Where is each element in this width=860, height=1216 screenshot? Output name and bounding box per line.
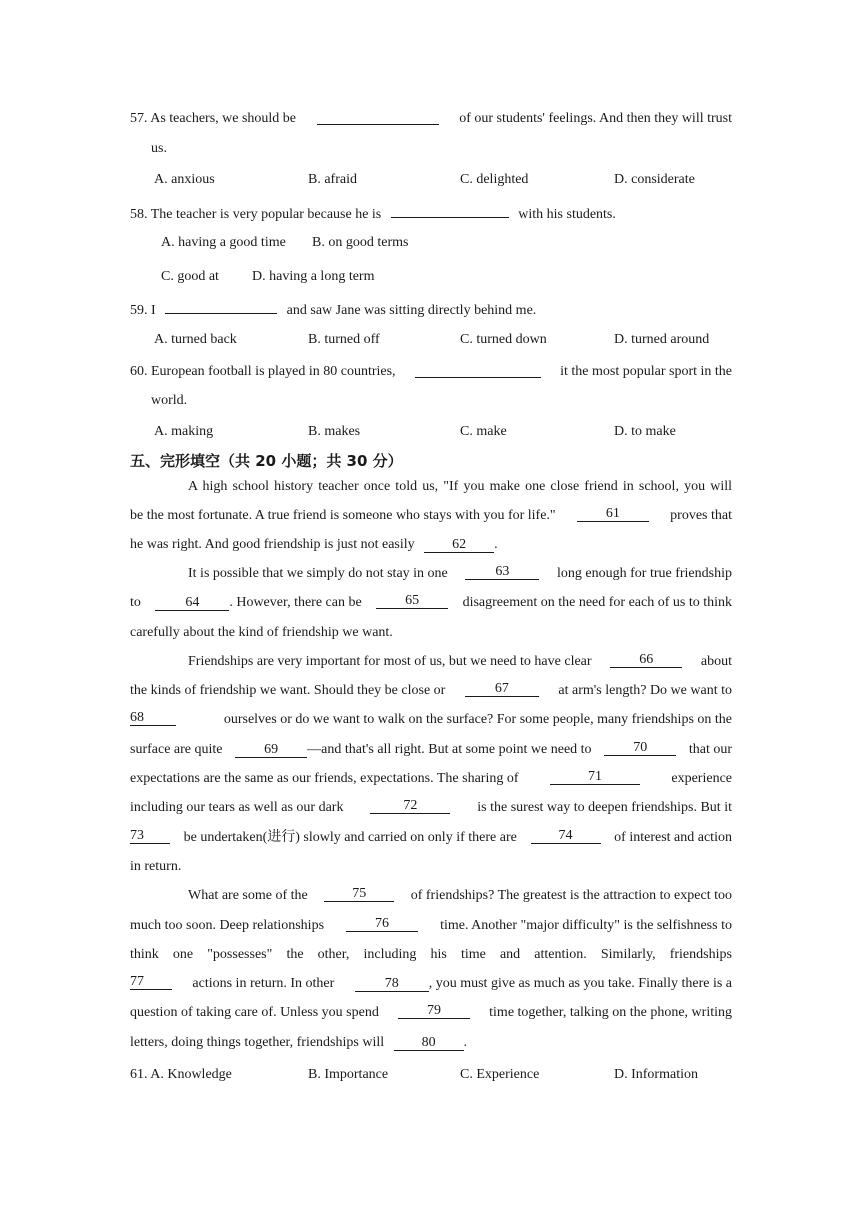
q60-text-b: it the most popular sport in the bbox=[560, 364, 732, 379]
passage-text: of friendships? The greatest is the attraction to expect too bbox=[410, 888, 732, 903]
passage-word: think bbox=[130, 947, 159, 962]
passage-text: . However, there can be bbox=[229, 595, 362, 610]
passage-text: What are some of the bbox=[188, 888, 308, 903]
passage-text: disagreement on the need for each of us to think bbox=[462, 595, 732, 610]
passage-text: be the most fortunate. A true friend is someone who stays with you for life." bbox=[130, 508, 556, 523]
q60-text-c: world. bbox=[151, 393, 188, 408]
passage-word: Similarly, bbox=[600, 947, 656, 962]
passage-text: ourselves or do we want to walk on the surface? For some people, many friendships on the bbox=[223, 712, 732, 727]
q58-line bbox=[130, 202, 616, 225]
q61-option-b[interactable]: B. Importance bbox=[308, 1067, 389, 1082]
q57-option-c[interactable]: C. delighted bbox=[460, 172, 529, 187]
passage-p3-line-5 bbox=[130, 769, 732, 789]
passage-text: he was right. And good friendship is just not easily bbox=[130, 537, 415, 552]
passage-p3-line-2 bbox=[130, 681, 732, 701]
blank-78[interactable]: 78 bbox=[355, 976, 429, 992]
passage-text: time together, talking on the phone, writing bbox=[489, 1005, 732, 1020]
passage-text: letters, doing things together, friendships will bbox=[130, 1035, 385, 1050]
blank-70[interactable]: 70 bbox=[604, 740, 676, 756]
passage-text: long enough for true friendship bbox=[557, 566, 732, 581]
q61-option-c[interactable]: C. Experience bbox=[460, 1067, 540, 1082]
blank-76[interactable]: 76 bbox=[346, 916, 418, 932]
blank-72[interactable]: 72 bbox=[370, 798, 450, 814]
passage-p3-line-6 bbox=[130, 798, 732, 818]
blank-79[interactable]: 79 bbox=[398, 1003, 470, 1019]
q59-option-b[interactable]: B. turned off bbox=[308, 332, 380, 347]
q60-text-a: 60. European football is played in 80 countries, bbox=[130, 364, 396, 379]
blank-75[interactable]: 75 bbox=[324, 886, 394, 902]
passage-p3-line-3 bbox=[130, 710, 732, 730]
blank-64[interactable]: 64 bbox=[155, 595, 229, 611]
passage-p3-line-7 bbox=[130, 828, 732, 848]
passage-p4-line-2 bbox=[130, 916, 732, 936]
blank-77[interactable]: 77 bbox=[130, 974, 172, 990]
q59-blank[interactable] bbox=[165, 298, 277, 314]
passage-text: It is possible that we simply do not stay in one bbox=[188, 566, 448, 581]
passage-text: be undertaken(进行) slowly and carried on only if there are bbox=[183, 830, 517, 845]
passage-p4-line-5 bbox=[130, 1003, 732, 1023]
passage-text: Friendships are very important for most of us, but we need to have clear bbox=[188, 654, 592, 669]
passage-text: is the surest way to deepen friendships. But it bbox=[477, 800, 732, 815]
blank-67[interactable]: 67 bbox=[465, 681, 539, 697]
q57-blank[interactable] bbox=[317, 109, 439, 125]
q58-option-b[interactable]: B. on good terms bbox=[312, 235, 409, 250]
passage-text: about bbox=[700, 654, 732, 669]
blank-71[interactable]: 71 bbox=[550, 769, 640, 785]
passage-p2-line-1 bbox=[188, 564, 732, 584]
passage-text: , you must give as much as you take. Finally there is a bbox=[428, 976, 732, 991]
passage-p3-line-1 bbox=[188, 652, 732, 672]
passage-text: much too soon. Deep relationships bbox=[130, 918, 325, 933]
blank-68[interactable]: 68 bbox=[130, 710, 176, 726]
blank-80[interactable]: 80 bbox=[394, 1035, 464, 1051]
q57-option-a[interactable]: A. anxious bbox=[154, 172, 215, 187]
blank-66[interactable]: 66 bbox=[610, 652, 682, 668]
blank-63[interactable]: 63 bbox=[465, 564, 539, 580]
q61-option-d[interactable]: D. Information bbox=[614, 1067, 698, 1082]
blank-61[interactable]: 61 bbox=[577, 506, 649, 522]
q58-text-b: with his students. bbox=[518, 207, 616, 222]
q58-text-a: 58. The teacher is very popular because he is bbox=[130, 207, 382, 222]
q59-text-b: and saw Jane was sitting directly behind me. bbox=[286, 303, 537, 318]
passage-p4-line-4 bbox=[130, 974, 732, 994]
blank-74[interactable]: 74 bbox=[531, 828, 601, 844]
passage-text: actions in return. In other bbox=[192, 976, 335, 991]
q57-option-b[interactable]: B. afraid bbox=[308, 172, 357, 187]
passage-text: proves that bbox=[670, 508, 732, 523]
blank-73[interactable]: 73 bbox=[130, 828, 170, 844]
passage-word: "possesses" bbox=[207, 947, 273, 962]
q58-option-d[interactable]: D. having a long term bbox=[252, 269, 375, 284]
passage-text: . bbox=[463, 1035, 468, 1050]
passage-word: other, bbox=[317, 947, 350, 962]
passage-text: experience bbox=[671, 771, 732, 786]
passage-text: of interest and action bbox=[614, 830, 732, 845]
q57-text-b: of our students' feelings. And then they will trust bbox=[459, 111, 732, 126]
section-five-heading: 五、完形填空（共 20 小题；共 30 分） bbox=[130, 452, 403, 470]
q60-option-d[interactable]: D. to make bbox=[614, 424, 676, 439]
blank-62[interactable]: 62 bbox=[424, 537, 494, 553]
passage-text: time. Another "major difficulty" is the selfishness to bbox=[440, 918, 732, 933]
passage-text: the kinds of friendship we want. Should they be close or bbox=[130, 683, 446, 698]
passage-p2-line-2 bbox=[130, 593, 732, 613]
q60-option-b[interactable]: B. makes bbox=[308, 424, 361, 439]
passage-text: expectations are the same as our friends, expectations. The sharing of bbox=[130, 771, 519, 786]
q57-text-c: us. bbox=[151, 141, 167, 156]
passage-text: question of taking care of. Unless you spend bbox=[130, 1005, 379, 1020]
passage-p1-line-1: A high school history teacher once told us, "If you make one close friend in school, you will bbox=[188, 479, 732, 494]
passage-p1-line-3 bbox=[130, 535, 498, 555]
passage-text: to bbox=[130, 595, 141, 610]
passage-word: time bbox=[460, 947, 486, 962]
q58-blank[interactable] bbox=[391, 202, 509, 218]
passage-text: that our bbox=[688, 742, 732, 757]
passage-p4-line-6 bbox=[130, 1033, 467, 1053]
passage-p3-line-4 bbox=[130, 740, 732, 760]
q57-text-a: 57. As teachers, we should be bbox=[130, 111, 297, 126]
q59-option-a[interactable]: A. turned back bbox=[154, 332, 237, 347]
passage-word: his bbox=[430, 947, 447, 962]
passage-text: . bbox=[494, 537, 498, 552]
q58-option-c[interactable]: C. good at bbox=[161, 269, 219, 284]
passage-p4-line-1 bbox=[188, 886, 732, 906]
passage-p1-line-2 bbox=[130, 506, 732, 526]
passage-word: the bbox=[286, 947, 304, 962]
q57-option-d[interactable]: D. considerate bbox=[614, 172, 695, 187]
passage-word: and bbox=[499, 947, 521, 962]
q59-text-a: 59. I bbox=[130, 303, 156, 318]
passage-text: including our tears as well as our dark bbox=[130, 800, 344, 815]
q59-line bbox=[130, 298, 536, 321]
passage-word: attention. bbox=[534, 947, 587, 962]
q57-line-1 bbox=[130, 109, 732, 129]
q60-option-a[interactable]: A. making bbox=[154, 424, 214, 439]
passage-text: —and that's all right. But at some point we need to bbox=[307, 742, 592, 757]
q58-option-a[interactable]: A. having a good time bbox=[161, 235, 286, 250]
passage-text: surface are quite bbox=[130, 742, 223, 757]
q60-option-c[interactable]: C. make bbox=[460, 424, 507, 439]
q59-option-d[interactable]: D. turned around bbox=[614, 332, 710, 347]
passage-word: one bbox=[172, 947, 194, 962]
blank-69[interactable]: 69 bbox=[235, 742, 307, 758]
passage-p2-line-3: carefully about the kind of friendship we want. bbox=[130, 625, 393, 640]
passage-p3-line-8: in return. bbox=[130, 859, 182, 874]
q60-blank[interactable] bbox=[415, 362, 541, 378]
passage-text: at arm's length? Do we want to bbox=[558, 683, 732, 698]
q61-option-a[interactable]: 61. A. Knowledge bbox=[130, 1067, 232, 1082]
passage-word: friendships bbox=[669, 947, 732, 962]
q59-option-c[interactable]: C. turned down bbox=[460, 332, 547, 347]
passage-word: including bbox=[363, 947, 417, 962]
passage-p4-line-3 bbox=[130, 945, 732, 965]
blank-65[interactable]: 65 bbox=[376, 593, 448, 609]
q60-line-1 bbox=[130, 362, 732, 382]
